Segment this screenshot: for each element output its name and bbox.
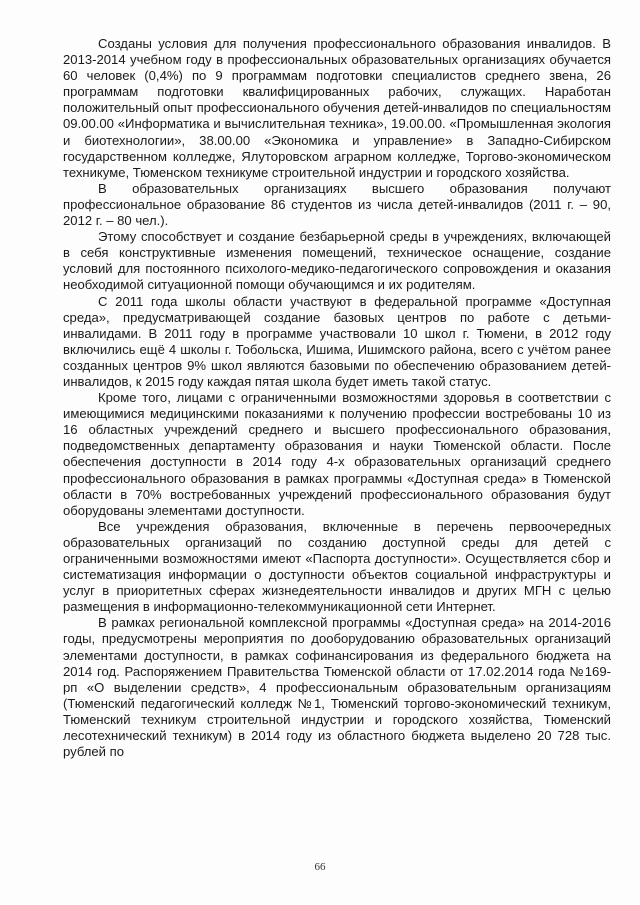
paragraph-1: Созданы условия для получения профессионального образования инвалидов. В 2013-2014 учебном году в профессиональных образовательных организациях обучается 60 человек (0,4%) по 9 программам подготовки специалистов среднего звена, 26 программам подготовки квалифицированных рабочих, служащих. Наработан положительный опыт профессионального обучения детей-инвалидов по специальностям 09.00.00 «Информатика и вычислительная техника», 19.00.00. «Промышленная экология и биотехнологии», 38.00.00 «Экономика и управление» в Западно-Сибирском государственном колледже, Ялуторовском аграрном колледже, Торгово-экономическом техникуме, Тюменском техникуме строительной индустрии и городского хозяйства. [63,36,611,180]
paragraph-7: В рамках региональной комплексной программы «Доступная среда» на 2014-2016 годы, предусмотрены мероприятия по дооборудованию образовательных организаций элементами доступности, в рамках софинансирования из федерального бюджета на 2014 год. Распоряжением Правительства Тюменской области от 17.02.2014 года №169-рп «О выделении средств», 4 профессиональным образовательным организациям (Тюменский педагогический колледж №1, Тюменский торгово-экономический техникум, Тюменский техникум строительной индустрии и городского хозяйства, Тюменский лесотехнический техникум) в 2014 году из областного бюджета выделено 20 728 тыс. рублей по [63,615,611,760]
paragraph-2: В образовательных организациях высшего образования получают профессиональное образование 86 студентов из числа детей-инвалидов (2011 г. – 90, 2012 г. – 80 чел.). [63,180,611,229]
paragraph-4: С 2011 года школы области участвуют в федеральной программе «Доступная среда», предусматривающей создание базовых центров по работе с детьми-инвалидами. В 2011 году в программе участвовали 10 школ г. Тюмени, в 2012 году включились ещё 4 школы г. Тобольска, Ишима, Ишимского района, всего с учётом ранее созданных центров 9% школ являются базовыми по обеспечению образованием детей-инвалидов, к 2015 году каждая пятая школа будет иметь такой статус. [63,293,611,389]
body-text [63,36,611,760]
page-number: 66 [314,861,326,873]
paragraph-6: Все учреждения образования, включенные в перечень первоочередных образовательных организаций по созданию доступной среды для детей с ограниченными возможностями имеют «Паспорта доступности». Осуществляется сбор и систематизация информации о доступности объектов социальной инфраструктуры и услуг в приоритетных сферах жизнедеятельности инвалидов и других МГН с целью размещения в информационно-телекоммуникационной сети Интернет. [63,518,611,615]
paragraph-3: Этому способствует и создание безбарьерной среды в учреждениях, включающей в себя конструктивные изменения помещений, техническое оснащение, создание условий для постоянного психолого-медико-педагогического сопровождения и оказания необходимой ситуационной помощи обучающимся и их родителям. [63,229,611,293]
paragraph-5: Кроме того, лицами с ограниченными возможностями здоровья в соответствии с имеющимися медицинскими показаниями к получению профессии востребованы 10 из 16 областных учреждений среднего и высшего профессионального образования, подведомственных департаменту образования и науки Тюменской области. После обеспечения доступности в 2014 году 4-х образовательных организаций среднего профессионального образования в рамках программы «Доступная среда» в Тюменской области в 70% востребованных учреждений профессионального образования будут оборудованы элементами доступности. [63,390,611,518]
